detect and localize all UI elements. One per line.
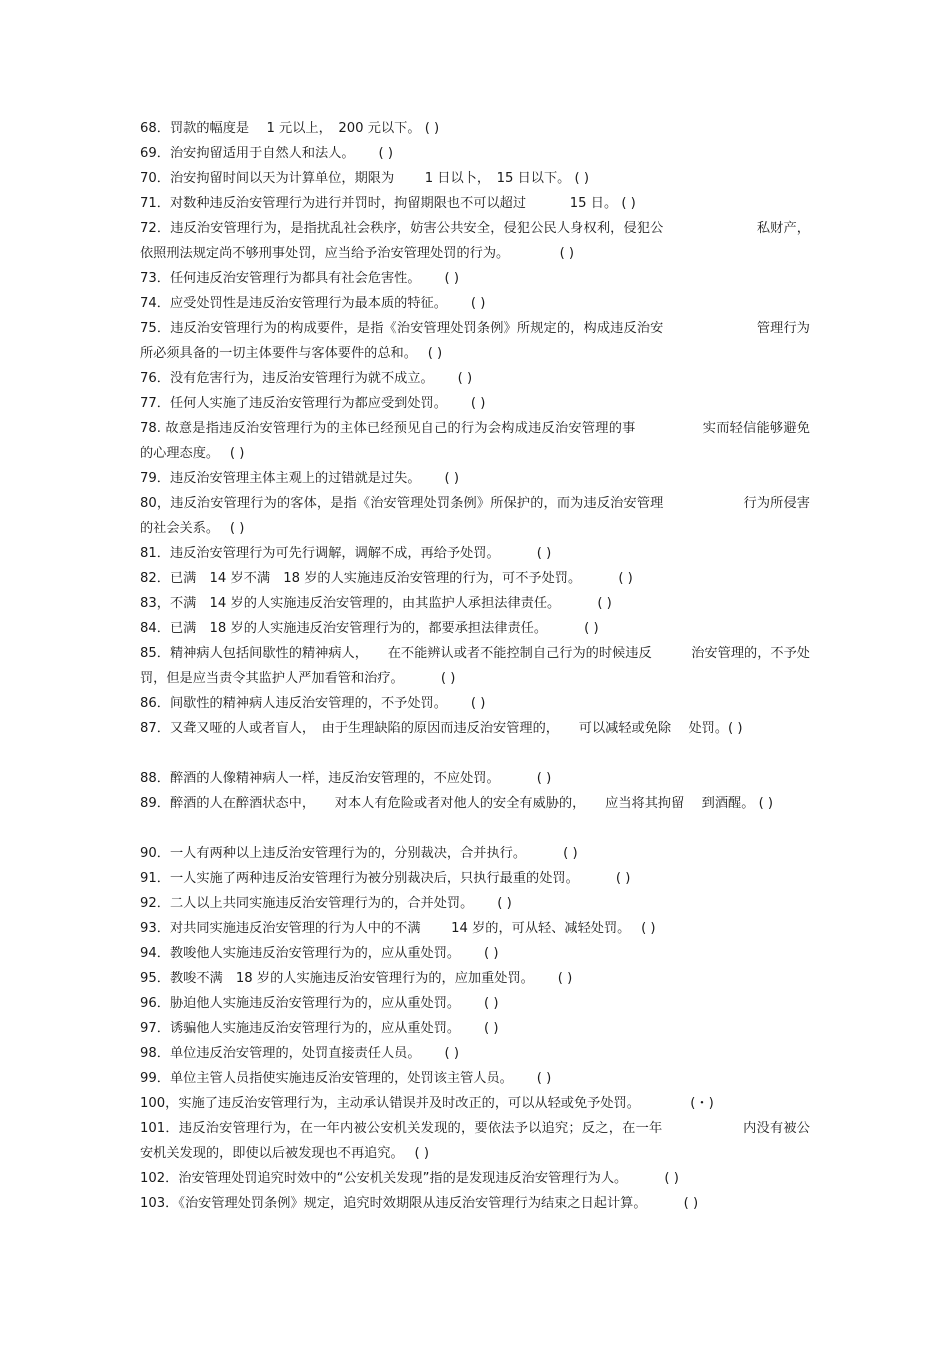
question-99: 99．单位主管人员指使实施违反治安管理的，处罚该主管人员。 ( ) [140, 1071, 552, 1086]
question-73: 73．任何违反治安管理行为都具有社会危害性。 ( ) [140, 271, 459, 286]
question-91: 91．一人实施了两种违反治安管理行为被分别裁决后，只执行最重的处罚。 ( ) [140, 871, 631, 886]
question-72: 72．违反治安管理行为，是指扰乱社会秩序，妨害公共安全，侵犯公民人身权利，侵犯公 私财产，依照刑法规定尚不够刑事处罚，应当给予治安管理处罚的行为。 ( ) [140, 221, 810, 261]
question-76: 76．没有危害行为，违反治安管理行为就不成立。 ( ) [140, 371, 473, 386]
question-82: 82．已满 14 岁不满 18 岁的人实施违反治安管理的行为，可不予处罚。 ( ) [140, 571, 633, 586]
question-103: 103．《治安管理处罚条例》规定，追究时效期限从违反治安管理行为结束之日起计算。 ( ) [140, 1196, 699, 1211]
question-86: 86．间歇性的精神病人违反治安管理的，不予处罚。 ( ) [140, 696, 486, 711]
question-88: 88．醉酒的人像精神病人一样，违反治安管理的，不应处罚。 ( ) [140, 771, 552, 786]
question-98: 98．单位违反治安管理的，处罚直接责任人员。 ( ) [140, 1046, 459, 1061]
question-78: 78. 故意是指违反治安管理行为的主体已经预见自己的行为会构成违反治安管理的事 实而轻信能够避免的心理态度。 ( ) [140, 421, 810, 461]
question-90: 90．一人有两种以上违反治安管理行为的，分别裁决，合并执行。 ( ) [140, 846, 578, 861]
question-79: 79．违反治安管理主体主观上的过错就是过失。 ( ) [140, 471, 459, 486]
question-74: 74．应受处罚性是违反治安管理行为最本质的特征。 ( ) [140, 296, 486, 311]
question-100: 100，实施了违反治安管理行为，主动承认错误并及时改正的，可以从轻或免予处罚。 (・) [140, 1096, 714, 1111]
question-95: 95．教唆不满 18 岁的人实施违反治安管理行为的，应加重处罚。 ( ) [140, 971, 573, 986]
question-70: 70．治安拘留时间以天为计算单位，期限为 1 日以卜， 15 日以下。 ( ) [140, 171, 590, 186]
question-87: 87．又聋又哑的人或者盲人， 由于生理缺陷的原因而违反治安管理的， 可以减轻或免除 处罚。( ) [140, 721, 743, 736]
question-80: 80，违反治安管理行为的客体，是指《治安管理处罚条例》所保护的，而为违反治安管理 行为所侵害的社会关系。 ( ) [140, 496, 810, 536]
question-71: 71．对数种违反治安管理行为进行并罚时，拘留期限也不可以超过 15 日。 ( ) [140, 196, 636, 211]
question-97: 97．诱骗他人实施违反治安管理行为的，应从重处罚。 ( ) [140, 1021, 499, 1036]
question-94: 94．教唆他人实施违反治安管理行为的，应从重处罚。 ( ) [140, 946, 499, 961]
question-75: 75．违反治安管理行为的构成要件，是指《治安管理处罚条例》所规定的，构成违反治安 管理行为所必须具备的一切主体要件与客体要件的总和。 ( ) [140, 321, 810, 361]
question-85: 85．精神病人包括间歇性的精神病人， 在不能辨认或者不能控制自己行为的时候违反 治安管理的，不予处罚，但是应当责令其监护人严加看管和治疗。 ( ) [140, 646, 810, 686]
question-102: 102．治安管理处罚追究时效中的“公安机关发现”指的是发现违反治安管理行为人。 ( ) [140, 1171, 679, 1186]
question-92: 92．二人以上共同实施违反治安管理行为的，合并处罚。 ( ) [140, 896, 512, 911]
question-84: 84．已满 18 岁的人实施违反治安管理行为的，都要承担法律责任。 ( ) [140, 621, 599, 636]
question-69: 69．治安拘留适用于自然人和法人。 ( ) [140, 146, 394, 161]
question-68: 68．罚款的幅度是 1 元以上， 200 元以下。 ( ) [140, 121, 440, 136]
question-89: 89．醉酒的人在醉酒状态中， 对本人有危险或者对他人的安全有威胁的， 应当将其拘留 到酒醒。 ( ) [140, 796, 774, 811]
question-77: 77．任何人实施了违反治安管理行为都应受到处罚。 ( ) [140, 396, 486, 411]
question-96: 96．胁迫他人实施违反治安管理行为的，应从重处罚。 ( ) [140, 996, 499, 1011]
question-93: 93．对共同实施违反治安管理的行为人中的不满 14 岁的，可从轻、减轻处罚。 ( ) [140, 921, 656, 936]
question-83: 83，不满 14 岁的人实施违反治安管理的，由其监护人承担法律责任。 ( ) [140, 596, 612, 611]
question-81: 81．违反治安管理行为可先行调解，调解不成，再给予处罚。 ( ) [140, 546, 552, 561]
question-101: 101．违反治安管理行为，在一年内被公安机关发现的，要依法予以追究；反之，在一年 内没有被公安机关发现的，即使以后被发现也不再追究。 ( ) [140, 1121, 810, 1161]
